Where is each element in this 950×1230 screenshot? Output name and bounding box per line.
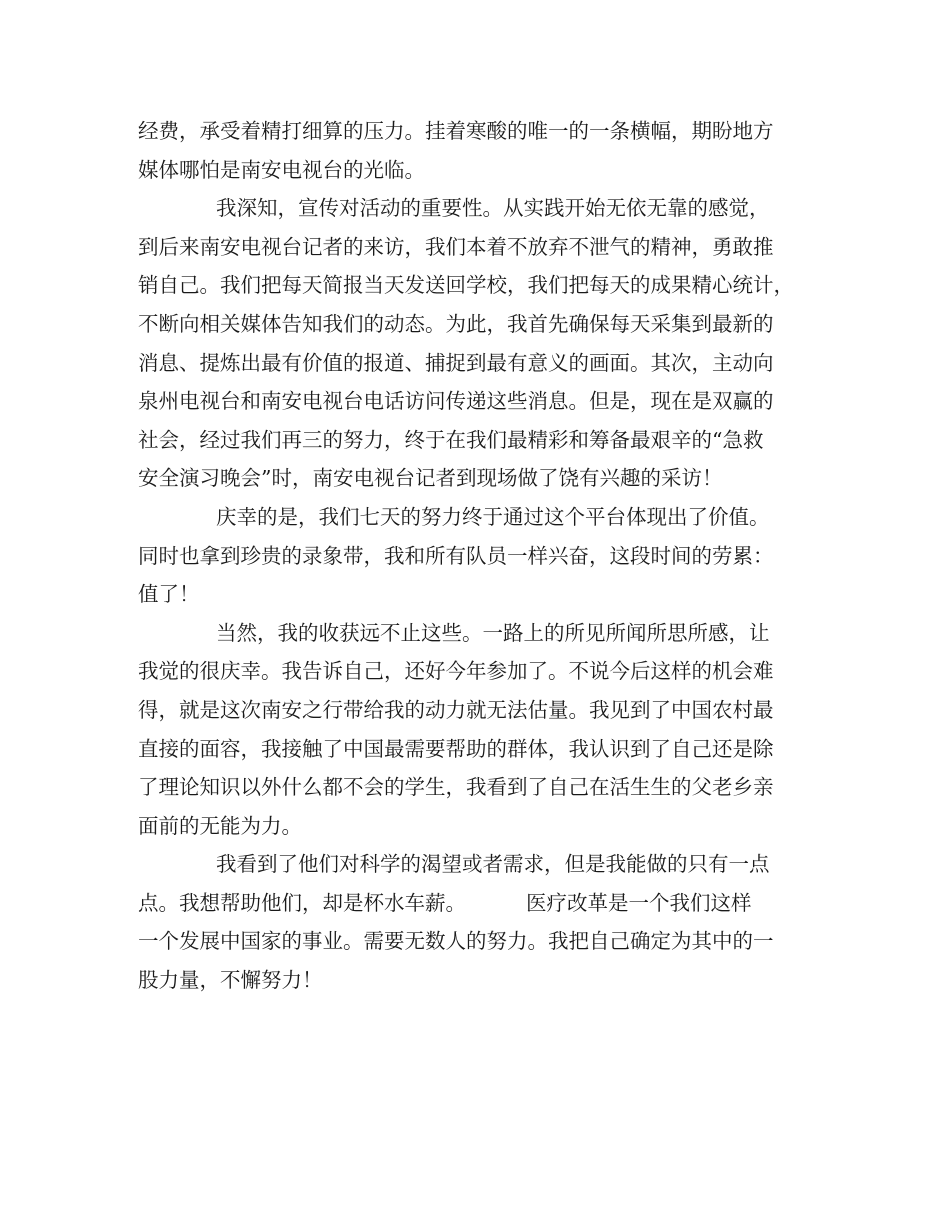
- text-line: 媒体哪怕是南安电视台的光临。: [138, 157, 425, 182]
- text-line: 一个发展中国家的事业。需要无数人的努力。我把自己确定为其中的一: [138, 929, 774, 954]
- text-line: 到后来南安电视台记者的来访，我们本着不放弃不泄气的精神，勇敢推: [138, 234, 774, 259]
- text-line-split: [138, 884, 818, 923]
- text-line: 股力量，不懈努力！: [138, 968, 323, 993]
- paragraph-4: [138, 614, 818, 846]
- text-line: 得，就是这次南安之行带给我的动力就无法估量。我见到了中国农村最: [138, 697, 774, 722]
- text-line: 安全演习晚会”时，南安电视台记者到现场做了饶有兴趣的采访！: [138, 466, 723, 491]
- text-line: 销自己。我们把每天简报当天发送回学校，我们把每天的成果精心统计，: [138, 273, 794, 298]
- text-line: 同时也拿到珍贵的录象带，我和所有队员一样兴奋，这段时间的劳累：: [138, 543, 774, 568]
- paragraph-2: [138, 189, 818, 498]
- text-line: 我觉的很庆幸。我告诉自己，还好今年参加了。不说今后这样的机会难: [138, 659, 774, 684]
- text-line: 直接的面容，我接触了中国最需要帮助的群体，我认识到了自己还是除: [138, 736, 774, 761]
- text-line: 泉州电视台和南安电视台电话访问传递这些消息。但是，现在是双赢的: [138, 389, 774, 414]
- text-segment: 医疗改革是一个我们这样: [526, 890, 752, 915]
- text-line: 我看到了他们对科学的渴望或者需求，但是我能做的只有一点: [216, 852, 770, 877]
- text-line: 庆幸的是，我们七天的努力终于通过这个平台体现出了价值。: [216, 504, 770, 529]
- text-line: 值了！: [138, 582, 200, 607]
- text-line: 不断向相关媒体告知我们的动态。为此，我首先确保每天采集到最新的: [138, 311, 774, 336]
- text-line: 了理论知识以外什么都不会的学生，我看到了自己在活生生的父老乡亲: [138, 775, 774, 800]
- document-body: [138, 112, 818, 1000]
- text-line: 我深知，宣传对活动的重要性。从实践开始无依无靠的感觉，: [216, 196, 770, 221]
- paragraph-1: [138, 112, 818, 189]
- text-line: 社会，经过我们再三的努力，终于在我们最精彩和筹备最艰辛的“急救: [138, 427, 764, 452]
- text-line: 面前的无能为力。: [138, 813, 302, 838]
- paragraph-3: [138, 498, 818, 614]
- text-line: 经费，承受着精打细算的压力。挂着寒酸的唯一的一条横幅，期盼地方: [138, 119, 774, 143]
- text-segment: 点。我想帮助他们，却是杯水车薪。: [138, 890, 466, 915]
- paragraph-5: [138, 845, 818, 999]
- text-line: 消息、提炼出最有价值的报道、捕捉到最有意义的画面。其次，主动向: [138, 350, 774, 375]
- text-line: 当然，我的收获远不止这些。一路上的所见所闻所思所感，让: [216, 620, 770, 645]
